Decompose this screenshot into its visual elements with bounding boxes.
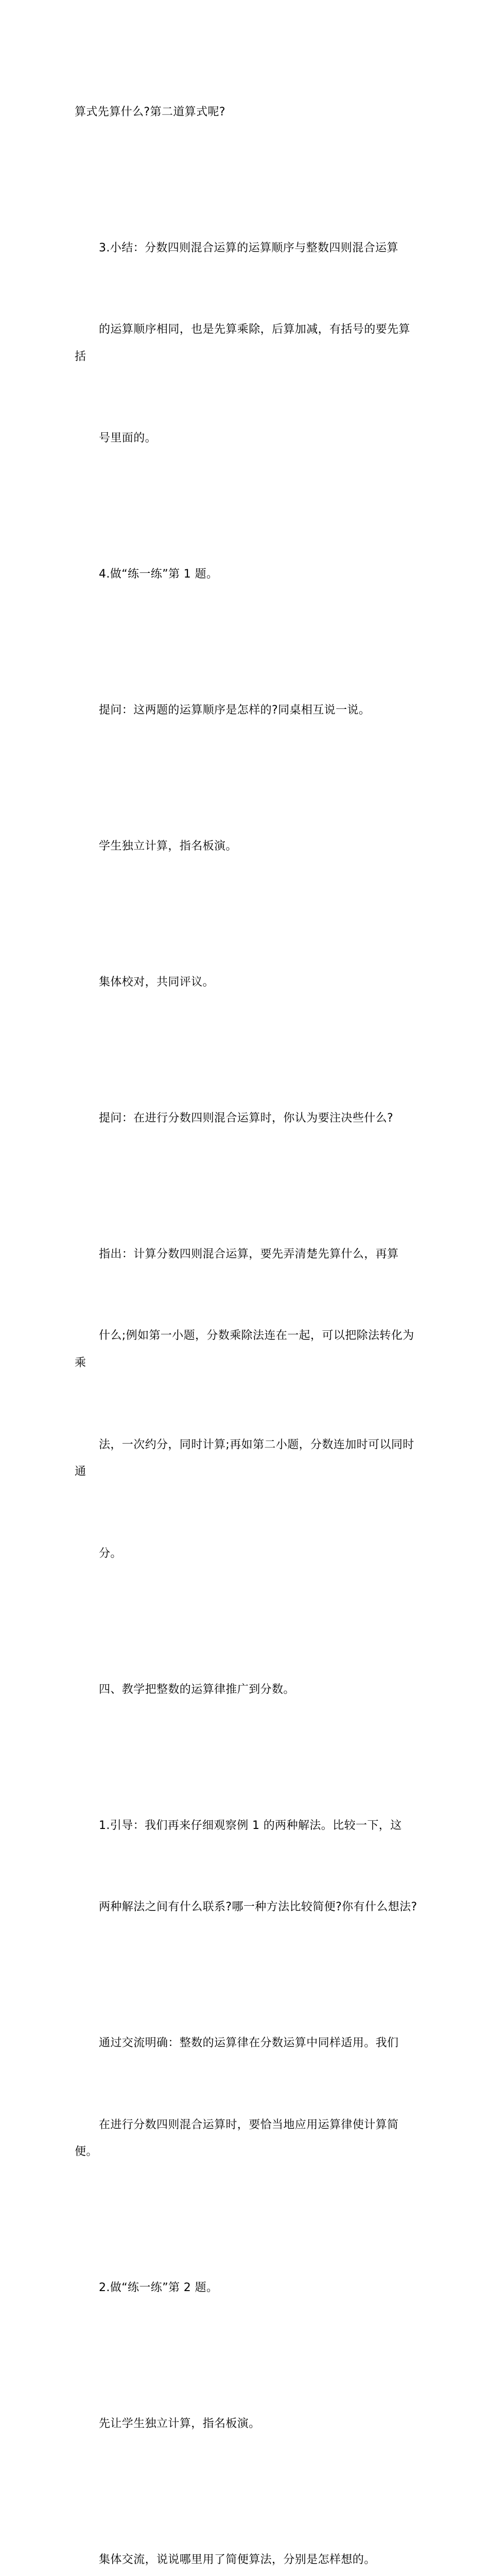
text-line: 提问：这两题的运算顺序是怎样的?同桌相互说一说。 [99, 704, 371, 717]
text-line: 3.小结：分数四则混合运算的运算顺序与整数四则混合运算 [99, 241, 398, 255]
document-body [75, 44, 421, 2576]
text-line: 指出：计算分数四则混合运算，要先弄清楚先算什么，再算 [99, 1248, 399, 1261]
paragraph-point-out [75, 1187, 421, 1622]
text-line: 集体校对，共同评议。 [99, 976, 215, 989]
paragraph-summary [75, 180, 421, 507]
text-line: 的运算顺序相同，也是先算乘除，后算加减，有括号的要先算括 [75, 323, 410, 363]
text-line: 分。 [99, 1547, 122, 1560]
text-line: 四、教学把整数的运算律推广到分数。 [99, 1683, 295, 1696]
text-line: 算式先算什么?第二道算式呢? [75, 105, 225, 118]
paragraph-exercise-2 [75, 2221, 421, 2357]
paragraph-exercise-1 [75, 507, 421, 643]
text-line: 通过交流明确：整数的运算律在分数运算中同样适用。我们 [99, 2037, 399, 2050]
paragraph-independent-calc-2 [75, 2357, 421, 2493]
paragraph-question-order [75, 643, 421, 779]
text-line: 学生独立计算，指名板演。 [99, 840, 237, 853]
text-line: 法，一次约分，同时计算;再如第二小题，分数连加时可以同时通 [75, 1438, 414, 1479]
text-line: 2.做“练一练”第 2 题。 [99, 2281, 218, 2295]
paragraph-guide [75, 1758, 421, 1975]
text-line: 在进行分数四则混合运算时，要恰当地应用运算律使计算简便。 [75, 2118, 399, 2159]
paragraph-collective-exchange [75, 2493, 421, 2576]
section-heading-four [75, 1622, 421, 1758]
text-line: 两种解法之间有什么联系?哪一种方法比较简便?你有什么想法? [99, 1901, 417, 1914]
text-line: 提问：在进行分数四则混合运算时，你认为要注决些什么? [99, 1112, 394, 1125]
paragraph-question-attention [75, 1050, 421, 1187]
paragraph-independent-calc [75, 779, 421, 915]
text-line: 号里面的。 [99, 432, 157, 445]
text-line: 1.引导：我们再来仔细观察例 1 的两种解法。比较一下，这 [99, 1819, 402, 1832]
paragraph-question-continuation [75, 44, 421, 180]
text-line: 集体交流，说说哪里用了简便算法，分别是怎样想的。 [99, 2553, 376, 2567]
paragraph-clarify [75, 1976, 421, 2221]
text-line: 4.做“练一练”第 1 题。 [99, 568, 218, 581]
text-line: 先让学生独立计算，指名板演。 [99, 2417, 260, 2431]
text-line: 什么;例如第一小题，分数乘除法连在一起，可以把除法转化为乘 [75, 1329, 414, 1370]
paragraph-collective-check [75, 915, 421, 1051]
